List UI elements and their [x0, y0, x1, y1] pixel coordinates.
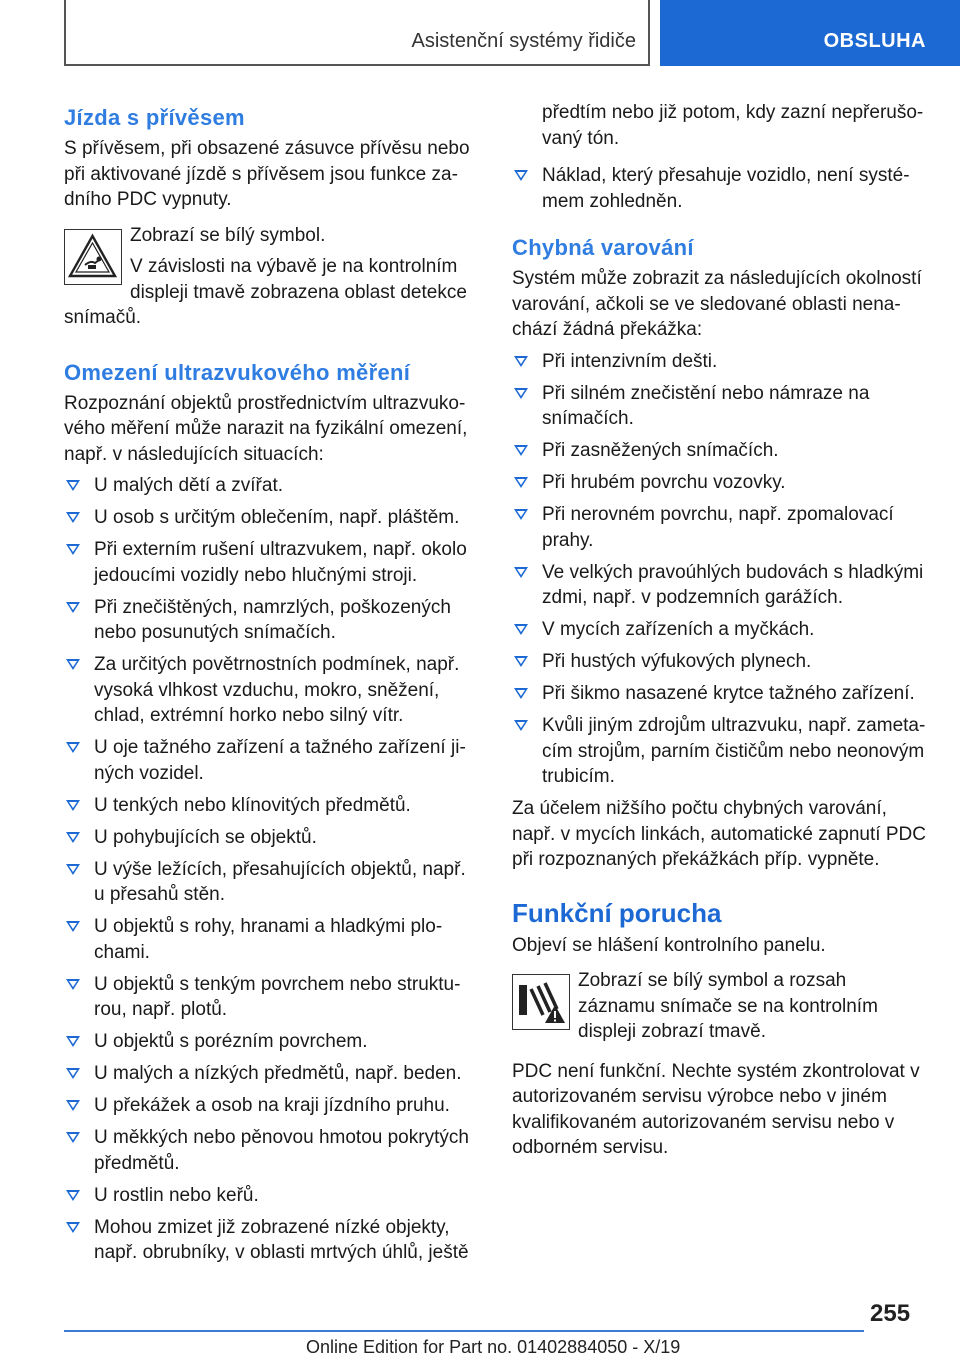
continued-item-text: předtím nebo již potom, kdy zazní nepřerušovaný tón. [542, 102, 924, 149]
triangle-bullet-icon [514, 567, 528, 578]
paragraph-malfunction: Objeví se hlášení kontrolního panelu. [512, 934, 826, 956]
malfunction-symbol-block [512, 968, 928, 1045]
list-item: Při externím rušení ultrazvukem, např. okolo jedoucími vozidly nebo hlučnými stroji. [64, 537, 476, 588]
list-item: Při zasněžených snímačích. [512, 438, 928, 464]
list-item: Při znečištěných, namrzlých, poškozených nebo posunutých snímačích. [64, 595, 476, 646]
list-item: Kvůli jiným zdrojům ultrazvuku, např. zametacím strojům, parním čističům nebo neonovým trubicím. [512, 713, 928, 790]
triangle-bullet-icon [66, 979, 80, 990]
paragraph-reduce-warnings: Za účelem nižšího počtu chybných varování, např. v mycích linkách, automatické zapnutí PDC při rozpoznaných překážkách příp. vypněte. [512, 798, 926, 870]
list-item: U překážek a osob na kraji jízdního pruhu. [64, 1093, 476, 1119]
triangle-bullet-icon [66, 1222, 80, 1233]
section-tab-obsluha[interactable]: OBSLUHA [660, 0, 960, 66]
list-item: Náklad, který přesahuje vozidlo, není systémem zohledněn. [512, 163, 928, 214]
triangle-bullet-icon [66, 544, 80, 555]
heading-false-warnings: Chybná varování [512, 235, 694, 260]
list-item: Při intenzivním dešti. [512, 349, 928, 375]
header-frame-right [648, 0, 650, 66]
footer-edition: Online Edition for Part no. 01402884050 - X/19 [306, 1337, 681, 1357]
list-item: U objektů s porézním povrchem. [64, 1029, 476, 1055]
list-item: Při hustých výfukových plynech. [512, 649, 928, 675]
triangle-bullet-icon [514, 624, 528, 635]
paragraph-pdc-not-functional: PDC není funkční. Nechte systém zkontrolovat v autorizovaném servisu výrobce nebo v jiném kvalifikovaném autorizovaném servisu nebo v odborném servisu. [512, 1060, 920, 1158]
list-item: U osob s určitým oblečením, např. pláštěm. [64, 505, 476, 531]
triangle-bullet-icon [66, 921, 80, 932]
triangle-bullet-icon [66, 1100, 80, 1111]
triangle-bullet-icon [514, 477, 528, 488]
header-frame-bottom [64, 64, 650, 66]
triangle-bullet-icon [66, 832, 80, 843]
triangle-bullet-icon [66, 864, 80, 875]
triangle-bullet-icon [514, 688, 528, 699]
triangle-bullet-icon [66, 602, 80, 613]
page-number: 255 [870, 1300, 911, 1327]
triangle-bullet-icon [66, 1132, 80, 1143]
list-item: U pohybujících se objektů. [64, 825, 476, 851]
list-item: Za určitých povětrnostních podmínek, např. vysoká vlhkost vzduchu, mokro, sněžení, chlad, extrémní horko nebo silný vítr. [64, 652, 476, 729]
paragraph-ultrasonic: Rozpoznání objektů prostřednictvím ultrazvukového měření může narazit na fyzikální omezení, např. v následujících situacích: [64, 392, 468, 465]
list-item: U tenkých nebo klínovitých předmětů. [64, 793, 476, 819]
continued-list [512, 163, 928, 214]
triangle-bullet-icon [514, 720, 528, 731]
list-item: U objektů s rohy, hranami a hladkými plochami. [64, 914, 476, 965]
malfunction-symbol-text: Zobrazí se bílý symbol a rozsah záznamu snímače se na kontrolním displeji zobrazí tmavě. [578, 970, 878, 1042]
triangle-bullet-icon [66, 1190, 80, 1201]
heading-malfunction: Funkční porucha [512, 897, 722, 928]
trailer-symbol-text-3: snímačů. [64, 307, 142, 328]
left-column [64, 100, 476, 1272]
trailer-symbol-text-2: V závislosti na výbavě je na kontrolním displeji tmavě zobrazena oblast detekce [130, 256, 467, 303]
chapter-title: Asistenční systémy řidiče [411, 30, 636, 52]
triangle-bullet-icon [514, 170, 528, 181]
heading-trailer-driving: Jízda s přívěsem [64, 105, 245, 130]
triangle-bullet-icon [514, 656, 528, 667]
list-item: U objektů s tenkým povrchem nebo strukturou, např. plotů. [64, 972, 476, 1023]
list-item: Při hrubém povrchu vozovky. [512, 470, 928, 496]
trailer-symbol-text: Zobrazí se bílý symbol. [130, 224, 326, 246]
ultrasonic-limits-list [64, 473, 476, 1266]
list-item: U oje tažného zařízení a tažného zařízení jiných vozidel. [64, 735, 476, 786]
triangle-bullet-icon [66, 512, 80, 523]
heading-ultrasonic-limits: Omezení ultrazvukového měření [64, 359, 411, 385]
list-item: Při nerovném povrchu, např. zpomalovací prahy. [512, 502, 928, 553]
list-item: U malých a nízkých předmětů, např. beden. [64, 1061, 476, 1087]
triangle-bullet-icon [66, 742, 80, 753]
list-item: U výše ležících, přesahujících objektů, např. u přesahů stěn. [64, 857, 476, 908]
trailer-symbol-block [64, 223, 476, 331]
triangle-bullet-icon [66, 800, 80, 811]
list-item: Ve velkých pravoúhlých budovách s hladkými zdmi, např. v podzemních garážích. [512, 560, 928, 611]
triangle-bullet-icon [514, 388, 528, 399]
paragraph-trailer: S přívěsem, při obsazené zásuvce přívěsu nebo při aktivované jízdě s přívěsem jsou funkce zadního PDC vypnuty. [64, 138, 470, 210]
false-warnings-list [512, 349, 928, 790]
paragraph-false-warnings: Systém může zobrazit za následujících okolností varování, ačkoli se ve sledované oblasti nenachází žádná překážka: [512, 268, 922, 340]
trailer-warning-icon [64, 229, 122, 285]
triangle-bullet-icon [66, 659, 80, 670]
triangle-bullet-icon [66, 1068, 80, 1079]
list-item: Mohou zmizet již zobrazené nízké objekty, např. obrubníky, v oblasti mrtvých úhlů, ještě [64, 1215, 476, 1266]
list-item: U rostlin nebo keřů. [64, 1183, 476, 1209]
right-column [512, 100, 928, 1161]
footer-divider [64, 1330, 864, 1332]
list-item: U měkkých nebo pěnovou hmotou pokrytých předmětů. [64, 1125, 476, 1176]
triangle-bullet-icon [514, 356, 528, 367]
triangle-bullet-icon [514, 445, 528, 456]
triangle-bullet-icon [514, 509, 528, 520]
sensor-fault-icon [512, 974, 570, 1030]
triangle-bullet-icon [66, 1036, 80, 1047]
list-item: U malých dětí a zvířat. [64, 473, 476, 499]
triangle-bullet-icon [66, 480, 80, 491]
list-item: Při šikmo nasazené krytce tažného zařízení. [512, 681, 928, 707]
list-item: Při silném znečistění nebo námraze na snímačích. [512, 381, 928, 432]
list-item: V mycích zařízeních a myčkách. [512, 617, 928, 643]
